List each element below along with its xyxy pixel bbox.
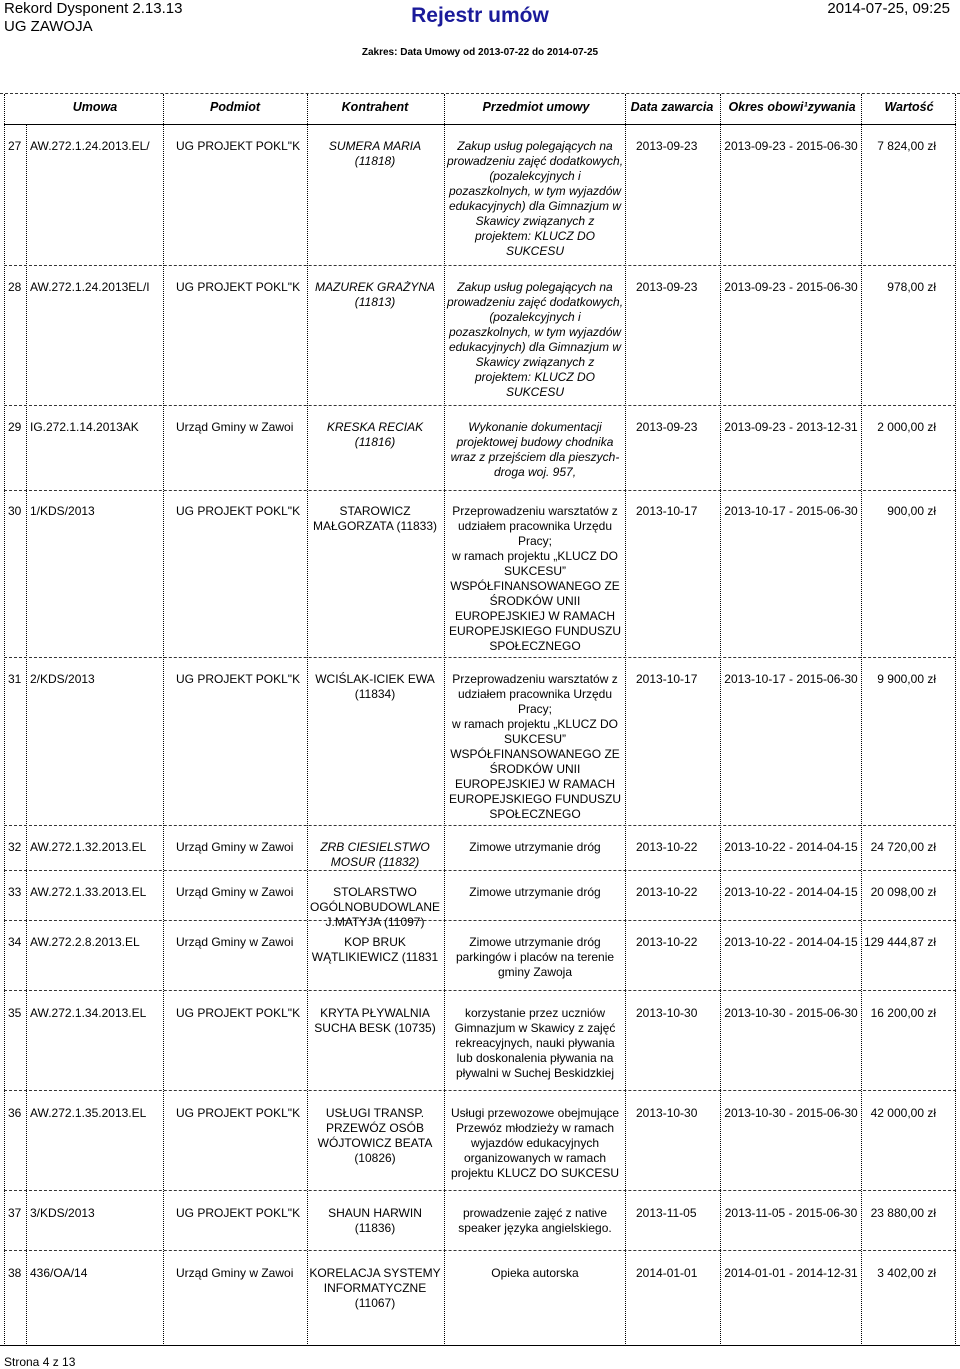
contractor-line: (11836) [354,1221,396,1235]
row-separator [4,1090,956,1091]
col-umowa: Umowa [72,100,118,114]
subject-line: speaker języka angielskiego. [458,1221,612,1235]
entity: UG PROJEKT POKL"K [176,139,301,153]
contract-subject [444,1266,626,1281]
subject-line: udziałem pracownika Urzędu [457,519,613,533]
subject-line: EUROPEJSKIEJ W RAMACH [454,777,616,791]
entity: Urząd Gminy w Zawoi [176,935,294,949]
row-separator [4,1190,956,1191]
row-number: 27 [8,139,22,153]
row-separator [4,870,956,871]
contract-subject [444,1206,626,1236]
col-data: Data zawarcia [630,100,714,114]
organization-name: UG ZAWOJA [4,18,93,35]
subject-line: Zakup usług polegających na [457,139,613,153]
subject-line: pływalni w Suchej Beskidzkiej [455,1066,615,1080]
page-title: Rejestr umów [411,4,549,27]
contract-subject [444,280,626,400]
subject-line: SUKCESU [505,244,564,258]
header-top-rule [0,93,960,94]
entity: Urząd Gminy w Zawoi [176,420,294,434]
report-datetime: 2014-07-25, 09:25 [827,0,950,17]
contractor-line: MAŁGORZATA (11833) [312,519,438,533]
row-separator [4,657,956,658]
contractor-line: (11816) [354,435,396,449]
subject-line: Zakup usług polegających na [457,280,613,294]
subject-line: projektem: KLUCZ DO [474,370,596,384]
contractor [305,1106,445,1166]
contract-number: AW.272.1.24.2013EL/I [30,280,150,294]
contract-subject [444,504,626,654]
date-signed: 2013-10-17 [636,672,698,686]
validity-period: 2013-10-30 - 2015-06-30 [724,1006,858,1020]
entity: Urząd Gminy w Zawoi [176,840,294,854]
contractor-line: (10826) [354,1151,396,1165]
contractor-line: MAZUREK GRAŻYNA [314,280,435,294]
contract-subject [444,885,626,900]
subject-line: Przeprowadzeniu warsztatów z [452,672,618,686]
entity: Urząd Gminy w Zawoi [176,885,294,899]
subject-line: udziałem pracownika Urzędu [457,687,613,701]
contractor [305,420,445,450]
header-bottom-rule [4,124,956,125]
col-okres: Okres obowi¹zywania [728,100,856,114]
contractor-line: OGÓLNOBUDOWLANE [309,900,441,914]
footer-rule [0,1345,960,1346]
subject-line: prowadzenie zajęć z native [462,1206,608,1220]
subject-line: droga woj. 957, [493,465,577,479]
validity-period: 2013-10-17 - 2015-06-30 [724,672,858,686]
contract-number: AW.272.1.24.2013.EL/ [30,139,150,153]
contractor-line: SUCHA BESK (10735) [314,1021,436,1035]
subject-line: WSPÓŁFINANSOWANEGO ZE [450,579,620,593]
contractor [305,840,445,870]
contract-subject [444,935,626,980]
subject-line: Opieka autorska [491,1266,579,1280]
contractor-line: SHAUN HARWIN [328,1206,422,1220]
row-number: 28 [8,280,22,294]
subject-line: EUROPEJSKIEGO FUNDUSZU [448,624,622,638]
contractor [305,1266,445,1311]
contractor-line: (11818) [354,154,396,168]
subject-line: pozaszkolnych, w tym wyjazdów [448,184,622,198]
contract-subject [444,1006,626,1081]
row-separator [4,265,956,266]
row-separator [4,490,956,491]
validity-period: 2013-09-23 - 2015-06-30 [724,280,858,294]
row-separator [4,825,956,826]
date-signed: 2013-10-22 [636,935,698,949]
subject-line: edukacyjnych) dla Gimnazjum w [448,199,622,213]
contractor [305,504,445,534]
row-number: 34 [8,935,22,949]
subject-line: organizowanych w ramach [463,1151,607,1165]
contractor-line: KRESKA RECIAK [326,420,424,434]
subject-line: WSPÓŁFINANSOWANEGO ZE [450,747,620,761]
subject-line: Pracy; [517,534,552,548]
subject-line: prowadzeniu zajęć dodatkowych, [446,154,624,168]
subject-line: ŚRODKÓW UNII [489,594,581,608]
row-separator [4,1250,956,1251]
date-signed: 2014-01-01 [636,1266,698,1280]
entity: UG PROJEKT POKL"K [176,280,301,294]
contract-subject [444,139,626,259]
contractor-line: KRYTA PŁYWALNIA [320,1006,430,1020]
contractor-line: USŁUGI TRANSP. [325,1106,425,1120]
contract-value: 2 000,00 zł [877,420,936,434]
subject-line: w ramach projektu „KLUCZ DO [451,549,619,563]
date-signed: 2013-10-22 [636,840,698,854]
app-version: Rekord Dysponent 2.13.13 [4,0,183,17]
subject-line: EUROPEJSKIEGO FUNDUSZU [448,792,622,806]
row-number: 35 [8,1006,22,1020]
contractor [305,672,445,702]
row-number: 37 [8,1206,22,1220]
subject-line: rekreacyjnych, nauki pływania [455,1036,615,1050]
subject-line: Wykonanie dokumentacji [468,420,602,434]
subject-line: prowadzeniu zajęć dodatkowych, [446,295,624,309]
contractor-line: (11813) [354,295,396,309]
entity: UG PROJEKT POKL"K [176,1006,301,1020]
subject-line: korzystanie przez uczniów [464,1006,606,1020]
validity-period: 2013-10-22 - 2014-04-15 [724,885,858,899]
contractor-line: WCIŚLAK-ICIEK EWA [315,672,435,686]
subject-line: Przewóz młodzieży w ramach [455,1121,615,1135]
validity-period: 2013-09-23 - 2015-06-30 [724,139,858,153]
contract-value: 129 444,87 zł [863,935,936,949]
contractor [305,1206,445,1236]
col-kontrahent: Kontrahent [341,100,409,114]
validity-period: 2013-11-05 - 2015-06-30 [724,1206,858,1220]
contractor-line: J.MATYJA (11097) [325,915,425,929]
contractor-line: ZRB CIESIELSTWO [320,840,430,854]
contract-number: AW.272.1.35.2013.EL [30,1106,147,1120]
contractor-line: WĄTLIKIEWICZ (11831 [311,950,439,964]
contract-value: 24 720,00 zł [870,840,936,854]
contractor [305,139,445,169]
subject-line: ŚRODKÓW UNII [489,762,581,776]
subject-line: projektowej budowy chodnika [456,435,614,449]
contract-number: AW.272.1.33.2013.EL [30,885,147,899]
col-przedmiot: Przedmiot umowy [482,100,590,114]
date-range-scope: Zakres: Data Umowy od 2013-07-22 do 2014-07-25 [361,47,599,58]
contractor-line: (11067) [354,1296,396,1310]
contract-value: 7 824,00 zł [877,139,936,153]
subject-line: SUKCESU [505,385,564,399]
entity: UG PROJEKT POKL"K [176,672,301,686]
entity: UG PROJEKT POKL"K [176,1106,301,1120]
subject-line: Usługi przewozowe obejmujące [450,1106,620,1120]
entity: UG PROJEKT POKL"K [176,504,301,518]
contractor-line: KOP BRUK [344,935,406,949]
date-signed: 2013-10-30 [636,1106,698,1120]
validity-period: 2013-10-30 - 2015-06-30 [724,1106,858,1120]
subject-line: Pracy; [517,702,552,716]
col-separator [26,124,27,1344]
subject-line: Zimowe utrzymanie dróg [469,935,601,949]
contract-subject [444,840,626,855]
entity: Urząd Gminy w Zawoi [176,1266,294,1280]
contractor-line: STAROWICZ [339,504,411,518]
contractor-line: KORELACJA SYSTEMY [309,1266,441,1280]
col-separator [163,94,164,1344]
row-number: 30 [8,504,22,518]
subject-line: Zimowe utrzymanie dróg [469,840,601,854]
subject-line: Skawicy związanych z [475,355,595,369]
subject-line: gminy Zawoja [497,965,573,979]
subject-line: SPOŁECZNEGO [489,807,581,821]
row-number: 29 [8,420,22,434]
contract-value: 20 098,00 zł [870,885,936,899]
validity-period: 2013-10-22 - 2014-04-15 [724,935,858,949]
contract-number: AW.272.1.34.2013.EL [30,1006,147,1020]
contractor [305,280,445,310]
contractor-line: WÓJTOWICZ BEATA [317,1136,433,1150]
contract-number: AW.272.1.32.2013.EL [30,840,147,854]
contract-number: 3/KDS/2013 [30,1206,95,1220]
subject-line: EUROPEJSKIEJ W RAMACH [454,609,616,623]
subject-line: w ramach projektu „KLUCZ DO [451,717,619,731]
date-signed: 2013-09-23 [636,280,698,294]
col-separator [4,94,5,1344]
contract-number: 436/OA/14 [30,1266,88,1280]
validity-period: 2013-10-22 - 2014-04-15 [724,840,858,854]
contract-value: 16 200,00 zł [870,1006,936,1020]
subject-line: Gimnazjum w Skawicy z zajęć [454,1021,616,1035]
date-signed: 2013-09-23 [636,420,698,434]
validity-period: 2014-01-01 - 2014-12-31 [724,1266,858,1280]
col-separator [955,94,956,1344]
contract-subject [444,420,626,480]
subject-line: pozaszkolnych, w tym wyjazdów [448,325,622,339]
contract-number: IG.272.1.14.2013AK [30,420,139,434]
contract-value: 23 880,00 zł [870,1206,936,1220]
subject-line: (pozalekcyjnych i [489,169,581,183]
contractor-line: PRZEWÓZ OSÓB [325,1121,424,1135]
page-number: Strona 4 z 13 [4,1355,76,1369]
row-number: 32 [8,840,22,854]
contractor-line: (11834) [354,687,396,701]
subject-line: Zimowe utrzymanie dróg [469,885,601,899]
row-number: 31 [8,672,22,686]
contractor [305,885,445,930]
contract-subject [444,1106,626,1181]
contractor-line: STOLARSTWO [333,885,417,899]
subject-line: wyjazdów edukacyjnych [470,1136,600,1150]
col-separator [720,94,721,1344]
date-signed: 2013-10-22 [636,885,698,899]
row-separator [4,990,956,991]
date-signed: 2013-10-30 [636,1006,698,1020]
subject-line: parkingów i placów na terenie [455,950,615,964]
subject-line: SPOŁECZNEGO [489,639,581,653]
subject-line: Przeprowadzeniu warsztatów z [452,504,618,518]
contract-value: 9 900,00 zł [877,672,936,686]
contractor-line: SUMERA MARIA [328,139,422,153]
row-number: 33 [8,885,22,899]
validity-period: 2013-10-17 - 2015-06-30 [724,504,858,518]
date-signed: 2013-10-17 [636,504,698,518]
contractor [305,935,445,965]
subject-line: projektem: KLUCZ DO [474,229,596,243]
contractor [305,1006,445,1036]
row-separator [4,920,956,921]
subject-line: wraz z przejściem dla pieszych- [450,450,620,464]
contractor-line: INFORMATYCZNE [323,1281,427,1295]
subject-line: Skawicy związanych z [475,214,595,228]
subject-line: SUKCESU” [503,564,566,578]
contract-number: 1/KDS/2013 [30,504,95,518]
subject-line: (pozalekcyjnych i [489,310,581,324]
subject-line: projektu KLUCZ DO SUKCESU [450,1166,620,1180]
row-number: 38 [8,1266,22,1280]
row-separator [4,405,956,406]
contractor-line: MOSUR (11832) [330,855,420,869]
subject-line: lub doskonalenia pływania na [456,1051,614,1065]
subject-line: SUKCESU” [503,732,566,746]
contract-value: 978,00 zł [887,280,936,294]
contract-subject [444,672,626,822]
subject-line: edukacyjnych) dla Gimnazjum w [448,340,622,354]
col-wartosc: Wartość [884,100,934,114]
entity: UG PROJEKT POKL"K [176,1206,301,1220]
contract-value: 42 000,00 zł [870,1106,936,1120]
contract-number: AW.272.2.8.2013.EL [30,935,140,949]
date-signed: 2013-09-23 [636,139,698,153]
row-number: 36 [8,1106,22,1120]
contract-value: 3 402,00 zł [877,1266,936,1280]
date-signed: 2013-11-05 [636,1206,697,1220]
contract-number: 2/KDS/2013 [30,672,95,686]
col-podmiot: Podmiot [210,100,260,114]
validity-period: 2013-09-23 - 2013-12-31 [724,420,858,434]
contract-value: 900,00 zł [887,504,936,518]
